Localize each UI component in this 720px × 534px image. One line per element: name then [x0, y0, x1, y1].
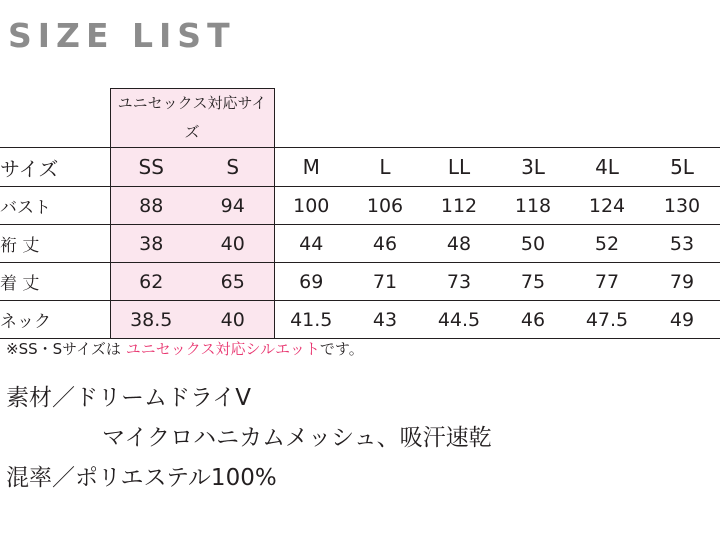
- row-label-length: 着 丈: [0, 263, 110, 301]
- note-suffix: です。: [319, 340, 364, 358]
- cell-sleeve-l: 46: [348, 225, 422, 263]
- table-row: [0, 187, 720, 225]
- cell-length-ss: 62: [110, 263, 192, 301]
- cell-neck-s: 40: [192, 301, 274, 339]
- note-prefix: ※SS・Sサイズは: [6, 340, 126, 358]
- cell-bust-s: 94: [192, 187, 274, 225]
- cell-bust-ll: 112: [422, 187, 496, 225]
- cell-bust-ss: 88: [110, 187, 192, 225]
- page-title-bar: [0, 14, 720, 60]
- cell-length-ll: 73: [422, 263, 496, 301]
- cell-bust-4l: 124: [570, 187, 644, 225]
- cell-neck-5l: 49: [644, 301, 720, 339]
- header-col-5l: 5L: [644, 148, 720, 187]
- row-label-sleeve: 裄 丈: [0, 225, 110, 263]
- cell-bust-5l: 130: [644, 187, 720, 225]
- header-col-m: M: [274, 148, 348, 187]
- unisex-banner-row: [0, 89, 720, 148]
- cell-bust-3l: 118: [496, 187, 570, 225]
- cell-bust-l: 106: [348, 187, 422, 225]
- size-table-container: [0, 88, 720, 339]
- table-header-row: [0, 148, 720, 187]
- cell-neck-ll: 44.5: [422, 301, 496, 339]
- cell-sleeve-ss: 38: [110, 225, 192, 263]
- row-label-bust: バスト: [0, 187, 110, 225]
- header-col-3l: 3L: [496, 148, 570, 187]
- cell-sleeve-4l: 52: [570, 225, 644, 263]
- cell-neck-ss: 38.5: [110, 301, 192, 339]
- cell-length-3l: 75: [496, 263, 570, 301]
- cell-sleeve-ll: 48: [422, 225, 496, 263]
- row-label-neck: ネック: [0, 301, 110, 339]
- cell-neck-m: 41.5: [274, 301, 348, 339]
- cell-sleeve-s: 40: [192, 225, 274, 263]
- cell-bust-m: 100: [274, 187, 348, 225]
- banner-spacer-right: [274, 89, 720, 148]
- header-col-l: L: [348, 148, 422, 187]
- cell-neck-3l: 46: [496, 301, 570, 339]
- cell-length-l: 71: [348, 263, 422, 301]
- size-table: [0, 88, 720, 339]
- cell-length-s: 65: [192, 263, 274, 301]
- note-highlight: ユニセックス対応シルエット: [125, 340, 320, 358]
- header-size-label: サイズ: [0, 148, 110, 187]
- cell-neck-l: 43: [348, 301, 422, 339]
- cell-length-5l: 79: [644, 263, 720, 301]
- header-col-ss: SS: [110, 148, 192, 187]
- cell-sleeve-5l: 53: [644, 225, 720, 263]
- cell-length-4l: 77: [570, 263, 644, 301]
- unisex-banner-label: ユニセックス対応サイズ: [110, 89, 274, 148]
- cell-length-m: 69: [274, 263, 348, 301]
- cell-sleeve-3l: 50: [496, 225, 570, 263]
- header-col-s: S: [192, 148, 274, 187]
- page-title: SIZE LIST: [8, 16, 236, 55]
- material-line-1: 素材／ドリームドライV: [6, 385, 252, 411]
- material-line-2: マイクロハニカムメッシュ、吸汗速乾: [102, 425, 492, 451]
- table-row: [0, 225, 720, 263]
- table-row: [0, 301, 720, 339]
- header-col-ll: LL: [422, 148, 496, 187]
- banner-spacer-left: [0, 89, 110, 148]
- unisex-note: [6, 338, 364, 359]
- table-row: [0, 263, 720, 301]
- material-block: [6, 378, 706, 498]
- material-line-3: 混率／ポリエステル100%: [6, 465, 277, 491]
- header-col-4l: 4L: [570, 148, 644, 187]
- cell-sleeve-m: 44: [274, 225, 348, 263]
- cell-neck-4l: 47.5: [570, 301, 644, 339]
